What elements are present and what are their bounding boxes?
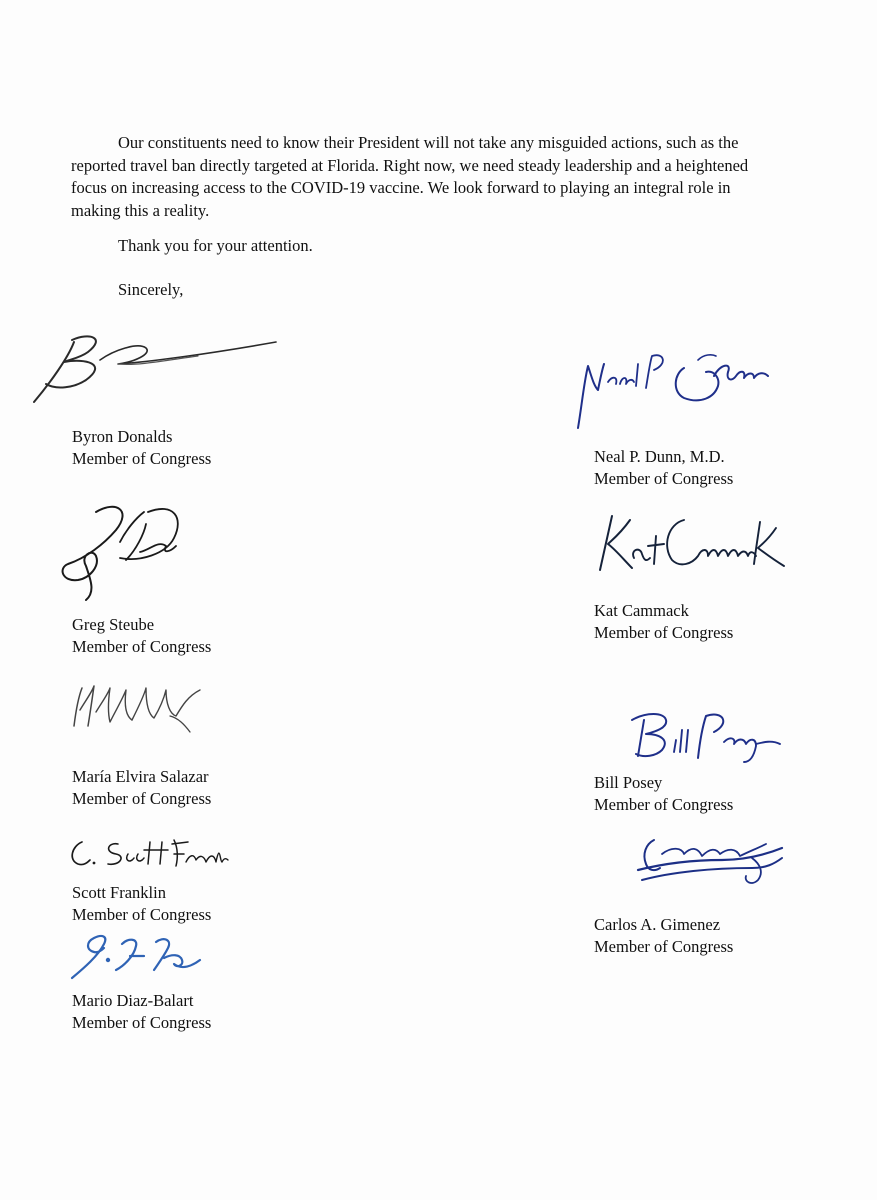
signer-title: Member of Congress	[594, 937, 734, 956]
signer-name: Byron Donalds	[72, 427, 173, 446]
letter-paragraph-text: Our constituents need to know their President will not take any misguided actions, such as the reported travel ban directly targeted at Florida. Right now, we need steady leadership and a heightened focus on increasing access to the COVID-19 vaccine. We look forward to playing an integral role in making this a reality.	[71, 133, 749, 220]
signer-name: Bill Posey	[594, 773, 663, 792]
thanks-line: Thank you for your attention.	[118, 236, 313, 255]
signer-title: Member of Congress	[72, 905, 212, 924]
letter-paragraph	[71, 132, 783, 222]
signer-title: Member of Congress	[594, 623, 734, 642]
signer-name: Scott Franklin	[72, 883, 166, 902]
signer-title: Member of Congress	[72, 449, 212, 468]
signature-mario-diaz-balart	[64, 930, 214, 986]
signer-name: Neal P. Dunn, M.D.	[594, 447, 725, 466]
signer-title: Member of Congress	[72, 637, 212, 656]
signer-name: Kat Cammack	[594, 601, 689, 620]
signature-kat-cammack	[590, 506, 790, 578]
signer-greg-steube	[72, 614, 211, 658]
signer-byron-donalds	[72, 426, 211, 470]
signer-title: Member of Congress	[594, 795, 734, 814]
signature-greg-steube	[56, 500, 196, 604]
signer-neal-dunn	[594, 446, 733, 490]
signature-scott-franklin	[64, 832, 234, 872]
signer-name: Carlos A. Gimenez	[594, 915, 721, 934]
signer-name: Mario Diaz-Balart	[72, 991, 194, 1010]
signer-mario-diaz-balart	[72, 990, 211, 1034]
signer-name: María Elvira Salazar	[72, 767, 209, 786]
signer-bill-posey	[594, 772, 733, 816]
signer-name: Greg Steube	[72, 615, 155, 634]
signature-maria-elvira-salazar	[66, 680, 206, 736]
signature-neal-dunn	[568, 342, 788, 434]
signature-bill-posey	[626, 706, 786, 766]
signer-title: Member of Congress	[72, 789, 212, 808]
signer-title: Member of Congress	[72, 1013, 212, 1032]
signer-scott-franklin	[72, 882, 211, 926]
signer-maria-elvira-salazar	[72, 766, 211, 810]
signer-carlos-gimenez	[594, 914, 733, 958]
signer-title: Member of Congress	[594, 469, 734, 488]
closing-line: Sincerely,	[118, 280, 184, 299]
signer-kat-cammack	[594, 600, 733, 644]
signature-byron-donalds	[28, 328, 288, 408]
signature-carlos-gimenez	[632, 834, 792, 894]
